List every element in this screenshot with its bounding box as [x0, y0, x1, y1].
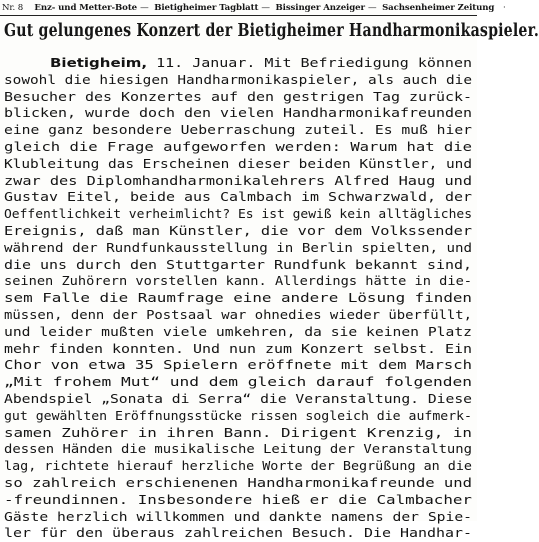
article-line: seinen Zuhörern vorstellen kann. Allerdings hätte in die-: [4, 274, 472, 289]
article-line: [50, 55, 472, 72]
article-line: zwar des Diplomhandharmonikalehrers Alfred Haug und: [4, 173, 472, 188]
paper-name-1: Enz- und Metter-Bote: [34, 3, 138, 13]
article-line: Gustav Eitel, beide aus Calmbach im Schwarzwald, der: [4, 190, 473, 205]
article-line: sem Falle die Raumfrage eine andere Lösung finden: [4, 291, 472, 306]
article-line: dessen Händen die musikalische Leitung der Veranstaltung: [4, 442, 472, 457]
article-line: während der Rundfunkausstellung in Berlin spielten, und: [4, 240, 472, 255]
article-line: ler für den überaus zahlreichen Besuch. Die Handhar-: [4, 526, 473, 541]
masthead-strip: Nr. 8 Enz- und Metter-Bote — Bietigheimer Tagblatt — Bissinger Anzeiger — Sachsenheimer Zeitung ·: [2, 3, 506, 13]
article-line: und leider mußten viele umkehren, da sie keinen Platz: [4, 324, 472, 339]
header-rule: [0, 15, 477, 16]
article-line: gleich die Frage aufgeworfen werden: Warum hat die: [4, 140, 472, 154]
article-line: eine ganz besondere Ueberraschung zuteil. Es muß hier: [4, 123, 472, 138]
article-line: Gäste herzlich willkommen und dankte namens der Spie-: [4, 509, 472, 524]
article-line: „Mit frohem Mut“ und dem gleich darauf folgenden: [4, 375, 472, 390]
header-tail-mark: ·: [502, 3, 506, 13]
paper-name-2: Bietigheimer Tagblatt: [154, 3, 259, 13]
article-line: Ereignis, daß man Künstler, die vor dem Volkssender: [4, 224, 472, 238]
article-line: so zahlreich erschienenen Handharmonikafreunde und: [4, 476, 472, 490]
issue-number: Nr. 8: [2, 3, 24, 13]
article-line: mehr finden konnten. Und nun zum Konzert selbst. Ein: [4, 341, 473, 356]
article-line: Abendspiel „Sonata di Serra“ die Veranstaltung. Diese: [4, 392, 472, 406]
article-line: Oeffentlichkeit verheimlicht? Es ist gewiß kein alltägliches: [4, 207, 472, 222]
paper-name-3: Bissinger Anzeiger: [275, 3, 365, 13]
article-line: blicken, wurde doch den vielen Handharmonikafreunden: [4, 106, 473, 121]
article-headline: Gut gelungenes Konzert der Bietigheimer Handharmonikaspieler.: [4, 21, 539, 41]
article-line: Besucher des Konzertes auf den gestrigen Tag zurück-: [4, 89, 473, 104]
article-line: müssen, denn der Postsaal war ohnedies wieder überfüllt,: [4, 308, 472, 322]
article-line: samen Zuhörer in ihren Bann. Dirigent Krenzig, in: [4, 425, 472, 440]
dateline-place: Bietigheim,: [50, 56, 148, 70]
dateline-text: 11. Januar. Mit Befriedigung können: [147, 56, 472, 70]
article-line: -freundinnen. Insbesondere hieß er die Calmbacher: [4, 492, 472, 507]
article-line: die uns durch den Stuttgarter Rundfunk bekannt sind,: [4, 257, 473, 272]
article-line: lag, richtete hierauf herzliche Worte der Begrüßung an die: [4, 459, 472, 474]
article-line: Chor von etwa 35 Spielern eröffnete mit dem Marsch: [4, 358, 472, 373]
article-line: gut gewählten Eröffnungsstücke rissen sogleich die aufmerk-: [4, 408, 472, 423]
article-line: Klubleitung das Erscheinen dieser beiden Künstler, und: [4, 156, 472, 171]
paper-name-4: Sachsenheimer Zeitung: [382, 3, 495, 13]
article-line: sowohl die hiesigen Handharmonikaspieler, als auch die: [4, 72, 472, 87]
